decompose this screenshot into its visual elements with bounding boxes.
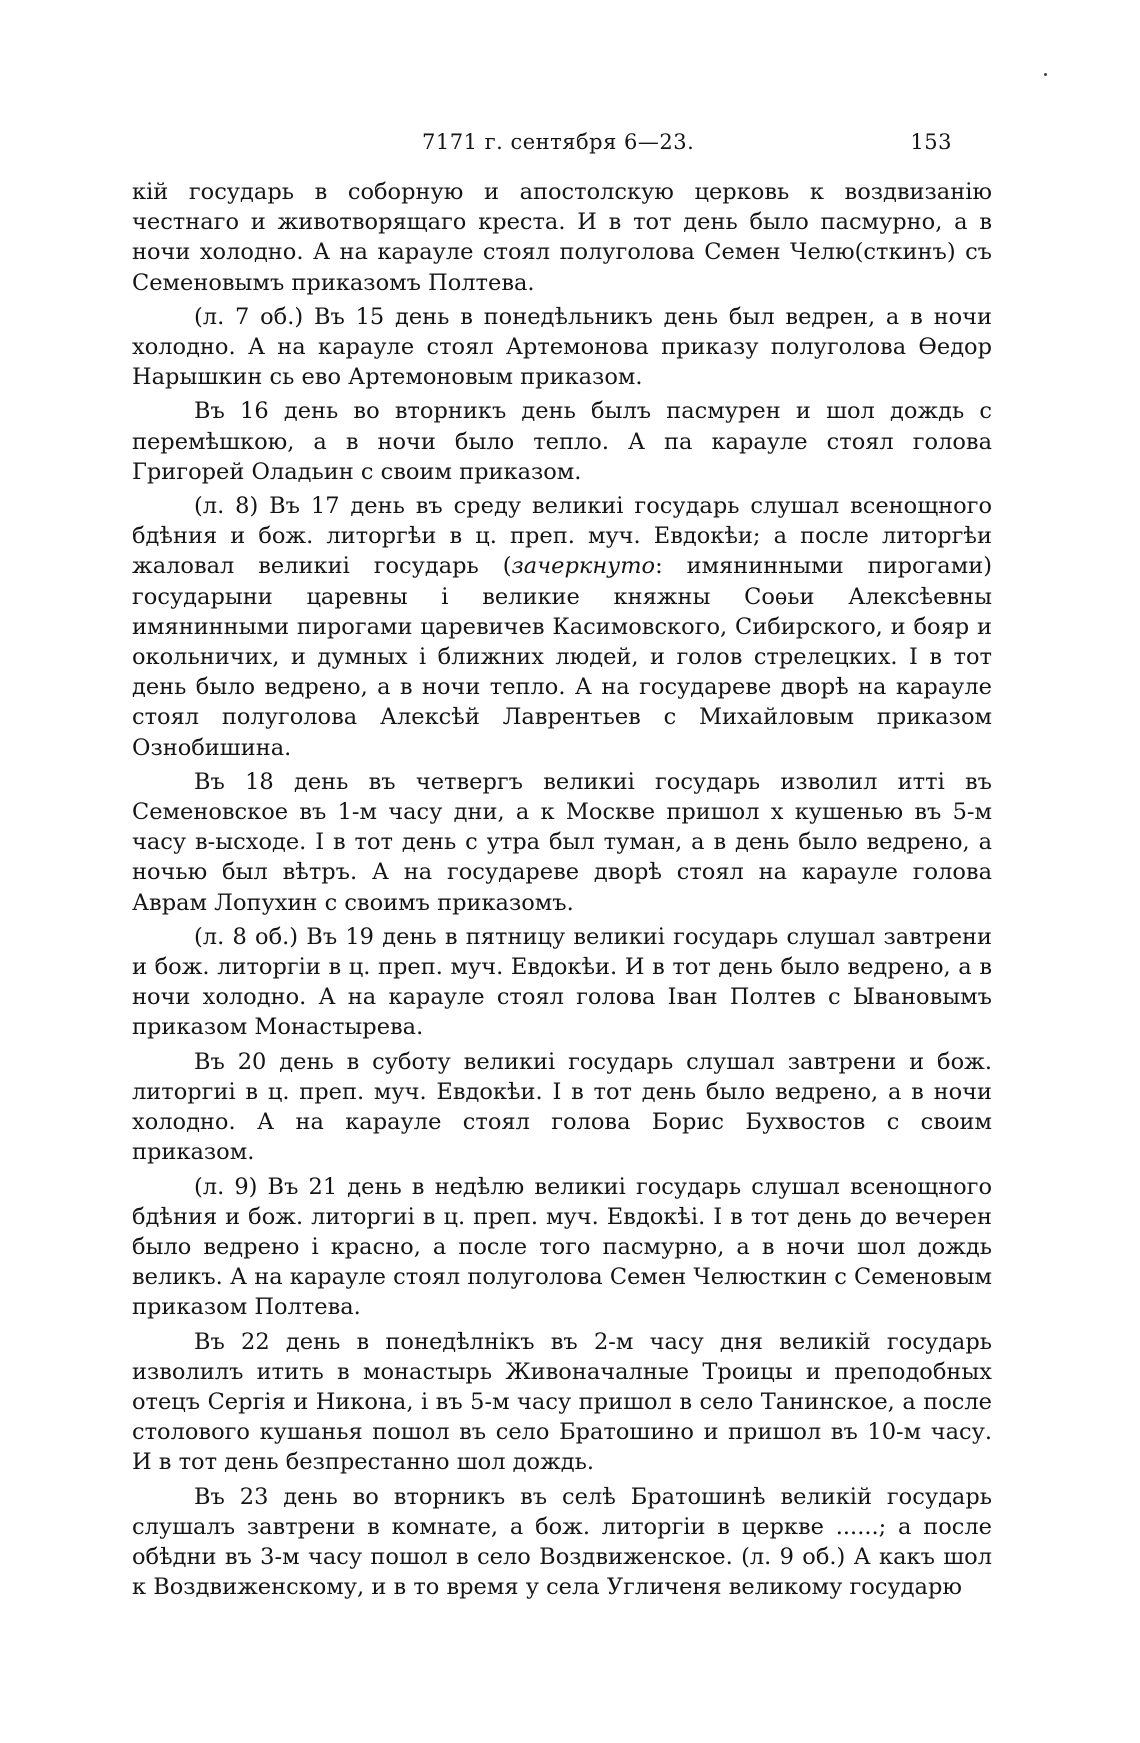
paragraph-19: (л. 8 об.) Въ 19 день в пятницу великиі государь слушал завтрени и бож. литоргіи в ц. преп. муч. Евдокѣи. И в тот день было ведрено, а в ночи холодно. А на карауле стоял голова Іван Полтев с Ывановымъ приказом Монастырева. [132,923,992,1041]
editorial-note-crossed-out: зачеркнуто [511,553,656,580]
paragraph-20: Въ 20 день в суботу великиі государь слушал завтрени и бож. литоргиі в ц. преп. муч. Евдокѣи. І в тот день было ведрено, а в ночи холодно. А на карауле стоял голова Борис Бухвостов с своим приказом. [132,1048,992,1166]
paragraph-23: Въ 23 день во вторникъ въ селѣ Братошинѣ великій государь слушалъ завтрени в комнате, а бож. литоргіи в церкве ......; а после обѣдни въ 3-м часу пошол в село Воздвиженское. (л. 9 об.) А какъ шол к Воздвиженскому, и в то время у села Угличеня великому государю [132,1483,992,1601]
paragraph-21: (л. 9) Въ 21 день в недѣлю великиі государь слушал всенощного бдѣния и бож. литоргиі в ц. преп. муч. Евдокѣі. І в тот день до вечерен было ведрено і красно, а после того пасмурно, а в ночи шол дождь великъ. А на карауле стоял полуголова Семен Челюсткин с Семеновым приказом Полтева. [132,1173,992,1321]
page-header [132,130,1002,162]
paragraph-continuation: кій государь в соборную и апостолскую церковь к воздвизанію честнаго и животворящаго креста. И в тот день было пасмурно, а в ночи холодно. А на карауле стоял полуголова Семен Челю(сткинъ) съ Семеновымъ приказомъ Полтева. [132,179,992,296]
paragraph-18: Въ 18 день въ четвергъ великиі государь изволил итті въ Семеновское въ 1-м часу дни, а к Москве пришол х кушенью въ 5-м часу в-ысходе. І в тот день с утра был туман, а в день было ведрено, а ночью был вѣтръ. А на государеве дворѣ стоял на карауле голова Аврам Лопухин с своимъ приказомъ. [132,768,992,916]
running-title: 7171 г. сентября 6—23. [422,130,695,154]
body-text [132,177,992,1606]
paragraph-17-after: : имянинными пирогами) государыни царевны і великие княжны Соѳьи Алексѣевны имянинными пирогами царевичев Касимовского, Сибирского, и бояр и окольничих, и думных і ближних людей, и голов стрелецких. І в тот день было ведрено, а в ночи тепло. А на государеве дворѣ на карауле стоял полуголова Алексѣй Лаврентьев с Михайловым приказом Ознобишина. [132,553,992,761]
paragraph-17 [132,491,992,763]
print-speck [1044,73,1047,76]
paragraph-15: (л. 7 об.) Въ 15 день в понедѣльникъ день был ведрен, а в ночи холодно. А на карауле стоял Артемонова приказу полуголова Ѳедор Нарышкин сь ево Артемоновым приказом. [132,303,992,391]
paragraph-17-before: (л. 8) Въ 17 день въ среду великиі государь слушал всенощного бдѣния и бож. литоргѣи в ц. преп. муч. Евдокѣи; а после литоргѣи жаловал великиі государь ( [132,493,992,580]
page-number: 153 [910,130,952,154]
paragraph-16: Въ 16 день во вторникъ день былъ пасмурен и шол дождь с перемѣшкою, а в ночи было тепло. А па карауле стоял голова Григорей Оладьин с своим приказом. [132,398,992,485]
paragraph-22: Въ 22 день в понедѣлнікъ въ 2-м часу дня великій государь изволилъ итить в монастырь Живоначалные Троицы и преподобных отецъ Сергія и Никона, і въ 5-м часу пришол в село Танинское, а после столового кушанья пошол въ село Братошино и пришол въ 10-м часу. И в тот день безпрестанно шол дождь. [132,1328,992,1476]
